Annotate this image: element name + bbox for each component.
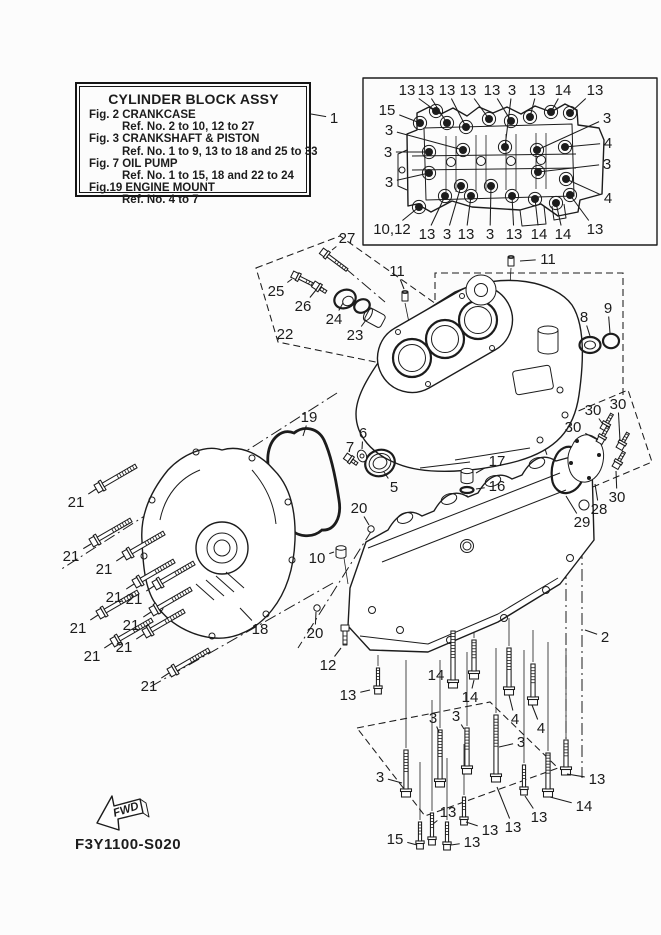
- bolt-drawing: [428, 813, 436, 845]
- part-number-21: 21: [115, 639, 133, 657]
- bolt-12: [341, 625, 349, 645]
- bolt-drawing: [615, 431, 631, 451]
- ref-numbers: Ref. No. 1 to 15, 18 and 22 to 24: [122, 170, 294, 183]
- part-number-26: 26: [294, 298, 312, 316]
- bolt-drawing: [460, 797, 468, 825]
- bolt-drawing: [504, 648, 515, 695]
- part-number-13: 13: [505, 226, 523, 244]
- part-number-18: 18: [251, 621, 269, 639]
- part-number-13: 13: [528, 82, 546, 100]
- bolt-drawing: [401, 750, 412, 797]
- part-number-13: 13: [339, 687, 357, 705]
- part-number-22: 22: [276, 326, 294, 344]
- part-number-13: 13: [586, 82, 604, 100]
- part-number-21: 21: [122, 617, 140, 635]
- part-number-5: 5: [389, 479, 399, 497]
- cap-10: [336, 546, 346, 558]
- inset-part-callouts: [373, 82, 612, 243]
- part-number-14: 14: [554, 82, 572, 100]
- part-number-3: 3: [602, 110, 612, 128]
- part-number-27: 27: [338, 230, 356, 248]
- part-number-3: 3: [507, 82, 517, 100]
- part-number-13: 13: [481, 822, 499, 840]
- part-number-19: 19: [300, 409, 318, 427]
- part-number-13: 13: [439, 804, 457, 822]
- part-number-4: 4: [536, 720, 546, 738]
- bolt-drawing: [528, 664, 539, 705]
- part-number-21: 21: [125, 591, 143, 609]
- ref-numbers: Ref. No. 4 to 7: [122, 194, 199, 207]
- bolt-drawing: [89, 515, 134, 548]
- part-number-29: 29: [573, 514, 591, 532]
- part-number-3: 3: [442, 226, 452, 244]
- bolt-drawing: [374, 668, 382, 694]
- part-number-3: 3: [451, 708, 461, 726]
- part-number-13: 13: [417, 82, 435, 100]
- fig-reference: Fig. 3 CRANKSHAFT & PISTON: [89, 133, 260, 146]
- part-number-4: 4: [510, 711, 520, 729]
- bolt-drawing: [469, 640, 480, 679]
- part-number-13: 13: [398, 82, 416, 100]
- part-number-13: 13: [418, 226, 436, 244]
- part-number-3: 3: [384, 174, 394, 192]
- part-number-14: 14: [427, 667, 445, 685]
- bolt-drawing: [520, 765, 528, 795]
- part-number-21: 21: [83, 648, 101, 666]
- bolt-drawing: [94, 461, 139, 494]
- part-number-10: 10: [308, 550, 326, 568]
- pin-20: [368, 526, 374, 532]
- part-number-8: 8: [579, 309, 589, 327]
- part-number-17: 17: [488, 453, 506, 471]
- part-number-3: 3: [383, 144, 393, 162]
- part-number-15: 15: [386, 831, 404, 849]
- part-number-9: 9: [603, 300, 613, 318]
- bolt-drawing: [611, 450, 627, 470]
- part-number-1: 1: [329, 110, 339, 128]
- part-number-13: 13: [530, 809, 548, 827]
- part-number-3: 3: [602, 156, 612, 174]
- part-number-4: 4: [603, 190, 613, 208]
- part-number-14: 14: [530, 226, 548, 244]
- bolt-drawing: [561, 740, 572, 775]
- part-number-3: 3: [384, 122, 394, 140]
- part-number-14: 14: [554, 226, 572, 244]
- part-number-11: 11: [389, 263, 405, 281]
- part-number-12: 12: [319, 657, 337, 675]
- fig-reference: Fig. 7 OIL PUMP: [89, 157, 178, 170]
- part-number-16: 16: [488, 478, 506, 496]
- part-number-13: 13: [463, 834, 481, 852]
- part-number-2: 2: [600, 629, 610, 647]
- crankcase-bottom-view-inset: [363, 78, 657, 245]
- bolt-drawing: [462, 728, 473, 774]
- part-number-15: 15: [378, 102, 396, 120]
- part-number-21: 21: [67, 494, 85, 512]
- fwd-label: FWD: [111, 800, 141, 820]
- part-number-13: 13: [483, 82, 501, 100]
- bolt-drawing: [443, 822, 451, 850]
- part-number-30: 30: [609, 396, 627, 414]
- bolt-drawing: [319, 248, 350, 274]
- part-number-13: 13: [588, 771, 606, 789]
- part-number-6: 6: [358, 425, 368, 443]
- bolt-drawing: [543, 753, 554, 797]
- part-number-20: 20: [350, 500, 368, 518]
- part-number-3: 3: [428, 710, 438, 728]
- part-number-30: 30: [564, 419, 582, 437]
- part-number-11: 11: [540, 251, 556, 269]
- part-number-21: 21: [105, 589, 123, 607]
- part-number-4: 4: [603, 135, 613, 153]
- part-number-21: 21: [95, 561, 113, 579]
- lower-crankcase-drawing: [348, 455, 594, 652]
- part-number-13: 13: [586, 221, 604, 239]
- part-number-3: 3: [375, 769, 385, 787]
- part-number-13: 13: [457, 226, 475, 244]
- part-number-20: 20: [306, 625, 324, 643]
- plug-23: [362, 306, 387, 328]
- part-number-10-12: 10,12: [373, 221, 411, 239]
- bolt-axis-line: [344, 558, 348, 584]
- pin-20: [314, 605, 320, 611]
- fig-reference: Fig.19 ENGINE MOUNT: [89, 182, 215, 195]
- o-ring-9: [603, 334, 619, 348]
- part-number-14: 14: [575, 798, 593, 816]
- part-number-3: 3: [485, 226, 495, 244]
- part-number-24: 24: [325, 311, 343, 329]
- part-number-7: 7: [345, 439, 355, 457]
- part-number-21: 21: [140, 678, 158, 696]
- part-number-3: 3: [516, 734, 526, 752]
- cap-17: [461, 468, 473, 483]
- part-number-30: 30: [584, 402, 602, 420]
- o-ring-16: [461, 487, 474, 493]
- ref-numbers: Ref. No. 2 to 10, 12 to 27: [122, 121, 255, 134]
- bolt-drawing: [167, 645, 212, 678]
- bolt-drawing: [491, 715, 502, 782]
- part-number-30: 30: [608, 489, 626, 507]
- assembly-title: CYLINDER BLOCK ASSY: [108, 91, 279, 107]
- fig-reference: Fig. 2 CRANKCASE: [89, 109, 196, 121]
- fwd-direction-arrow: [97, 796, 149, 830]
- ref-numbers: Ref. No. 1 to 9, 13 to 18 and 25 to 33: [122, 145, 318, 158]
- part-number-14: 14: [461, 689, 479, 707]
- part-number-13: 13: [504, 819, 522, 837]
- part-number-13: 13: [438, 82, 456, 100]
- part-number-13: 13: [459, 82, 477, 100]
- part-number-23: 23: [346, 327, 364, 345]
- crankcase-cover-drawing: [141, 448, 295, 639]
- bolt-drawing: [416, 822, 424, 849]
- bolt-drawing: [435, 730, 446, 787]
- part-number-28: 28: [590, 501, 608, 519]
- cylinder-block-drawing: [356, 275, 582, 471]
- part-number-25: 25: [267, 283, 285, 301]
- part-number-21: 21: [62, 548, 80, 566]
- part-number-21: 21: [69, 620, 87, 638]
- drawing-code: F3Y1100-S020: [75, 836, 182, 853]
